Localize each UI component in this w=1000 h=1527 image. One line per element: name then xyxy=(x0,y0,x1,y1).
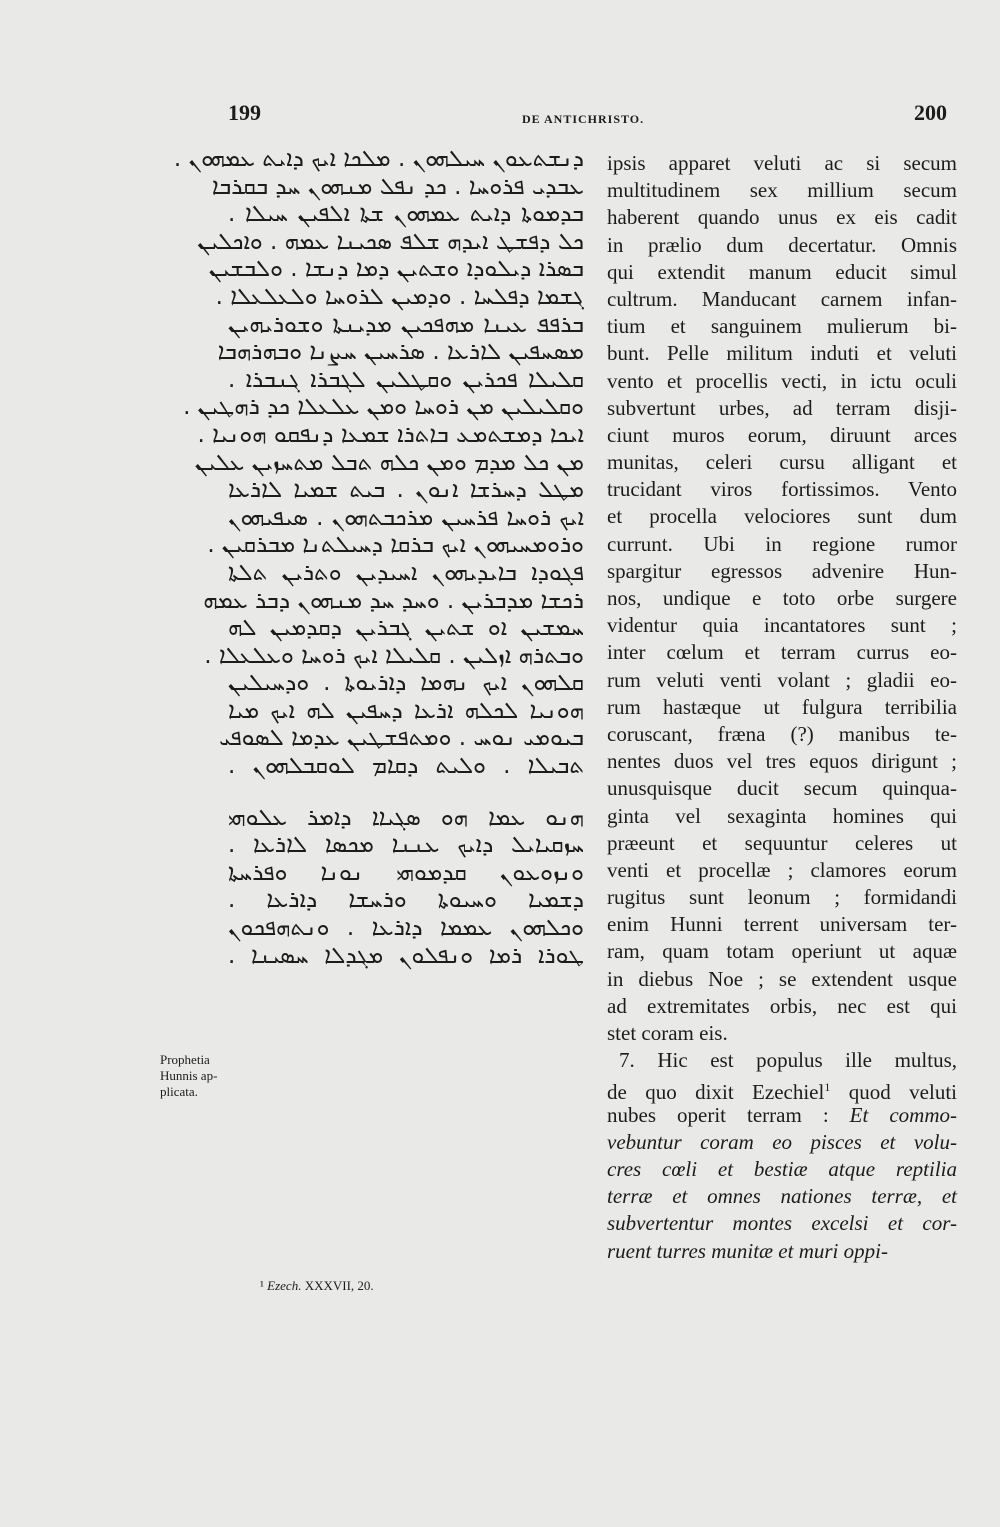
margin-note-line: Prophetia xyxy=(160,1052,210,1067)
latin-text-column xyxy=(607,150,957,1265)
latin-line: subvertunt urbes, ad terram disji- xyxy=(607,395,957,420)
latin-text-run: nubes operit terram : xyxy=(607,1102,850,1127)
footnote-book: Ezech. xyxy=(267,1278,302,1293)
syriac-line: ܘܪܘܡܚܝܗܘܢ ܐܝܟ ܒܪܩܐ ܕܚܝܠܬܢܐ ܡܒܪܩܝܢ . xyxy=(207,532,584,559)
footnote-reference-text: XXXVII, 20. xyxy=(301,1278,374,1293)
syriac-line: ܡܛܠ ܕܚܪܫܐ ܐܢܘܢ . ܒܝܬ ܫܡܝܐ ܠܐܪܥܐ xyxy=(228,477,584,504)
latin-line: in diebus Noe ; se extendent usque xyxy=(607,966,957,991)
syriac-line: ܩܠܝܠܐ ܦܟܪܝܢ ܘܩܛܠܝܢ ܠܓܒܪܐ ܓܢܒܪܐ . xyxy=(228,366,584,393)
latin-line: tium et sanguinem mulierum bi- xyxy=(607,314,957,339)
latin-line: cultrum. Manducant carnem infan- xyxy=(607,286,957,311)
syriac-line: ܥܒܕܝ ܦܪܘܚܐ . ܟܕ ܢܦܠ ܡܢܗܘܢ ܚܕ ܒܩܪܒܐ xyxy=(211,173,584,200)
latin-line xyxy=(607,1102,957,1129)
running-title: DE ANTICHRISTO. xyxy=(522,112,645,126)
latin-line: unusquisque ducit secum quinqua- xyxy=(607,776,957,801)
latin-italic-quote: Et commo- xyxy=(849,1102,957,1127)
latin-line: rum hastæque ut fulgura terribilia xyxy=(607,694,957,719)
latin-italic-quotation xyxy=(607,1129,957,1265)
syriac-line: ܘܒܬܪܗ ܐܙܠܝܢ . ܩܠܝܠܐ ܐܝܟ ܪܘܚܐ ܘܥܠܥܠܐ . xyxy=(204,642,584,669)
latin-line: trucidant viros fortissimos. Vento xyxy=(607,477,957,502)
footnote-reference: 1 xyxy=(824,1080,831,1095)
latin-line: qui extendit manum educit simul xyxy=(607,259,957,284)
latin-paragraph-2 xyxy=(607,1047,957,1265)
syriac-line: ܓܫܡܐ ܕܦܠܚܐ . ܘܕܡܝܢ ܠܪܘܚܐ ܘܠܥܠܥܠܐ . xyxy=(215,283,584,310)
syriac-line: ܩܠܗܘܢ ܐܝܟ ܢܗܡܐ ܕܐܪܝܘܬܐ . ܘܕܚܝܠܝܢ xyxy=(228,670,584,697)
latin-line: terræ et omnes nationes terræ, et xyxy=(607,1184,957,1209)
latin-line: haberent quando unus ex eis cadit xyxy=(607,205,957,230)
footnote-marker: ¹ xyxy=(260,1278,264,1293)
latin-line: rugitus sunt leonum ; formidandi xyxy=(607,885,957,910)
latin-line: ciunt muros eorum, diruunt arces xyxy=(607,422,957,447)
latin-line: vento et procellis vecti, in ictu oculi xyxy=(607,368,957,393)
latin-line: bunt. Pelle militum induti et veluti xyxy=(607,341,957,366)
syriac-line: ܡܣܚܦܝܢ ܠܐܪܥܐ . ܣܪܚܝܢ ܚܨܢܐ ܘܒܗܪܗܒܐ xyxy=(217,339,584,366)
syriac-line: ܐܝܟ ܪܘܚܐ ܦܪܚܝܢ ܡܪܟܒܬܗܘܢ . ܣܝܦܝܗܘܢ xyxy=(228,504,584,531)
syriac-line: ܘܢܙܘܥܘܢ ܩܕܡܘܗܝ ܢܘܢܐ ܘܦܪܚܬܐ xyxy=(228,859,584,886)
margin-note-line: Hunnis ap- xyxy=(160,1068,218,1083)
latin-line: currunt. Ubi in regione rumor xyxy=(607,531,957,556)
syriac-line: ܗܘܢܝܐ ܠܟܠܗ ܐܪܥܐ ܕܚܦܝܢ ܠܗ ܐܝܟ ܡܝܐ xyxy=(228,697,584,724)
syriac-paragraph-2 xyxy=(228,805,584,971)
footnote xyxy=(260,1278,374,1294)
syriac-line: ܕܢܫܬܥܘܢ ܚܝܠܗܘܢ . ܡܠܟܐ ܐܝܟ ܕܐܝܬ ܥܡܗܘܢ . xyxy=(173,146,584,172)
latin-line: ad extremitates orbis, nec est qui xyxy=(607,993,957,1018)
syriac-line: ܘܩܠܝܠܝܢ ܡܢ ܪܘܚܐ ܘܡܢ ܥܠܥܠܐ ܟܕ ܪܗܛܝܢ . xyxy=(183,394,584,421)
latin-line: munitas, celeri cursu alligant et xyxy=(607,450,957,475)
latin-line: ram, quam totam operiunt ut aquæ xyxy=(607,939,957,964)
latin-line: inter cœlum et terram currus eo- xyxy=(607,640,957,665)
paragraph-gap xyxy=(228,781,584,805)
syriac-line: ܒܪܦܦ ܥܝܢܐ ܡܗܦܟܝܢ ܡܕܝܢܬܐ ܘܫܘܪܝܗܝܢ xyxy=(228,311,584,338)
latin-line: vebuntur coram eo pisces et volu- xyxy=(607,1129,957,1154)
latin-line: nentes duos vel tres equos dirigunt ; xyxy=(607,749,957,774)
latin-line: nos, undique e toto orbe surgere xyxy=(607,586,957,610)
latin-line: præeunt et sequuntur celeres ut xyxy=(607,830,957,855)
syriac-line: ܡܢ ܟܠ ܡܕܡ ܘܡܢ ܟܠܗ ܬܒܠ ܡܬܚܙܝܢ ܥܠܝܢ xyxy=(194,449,584,476)
syriac-line: ܐܝܟܐ ܕܡܫܬܡܥ ܒܐܬܪܐ ܫܡܥܐ ܕܢܦܩܘ ܗܘܢܝܐ . xyxy=(197,421,584,448)
syriac-text-column xyxy=(173,146,584,970)
syriac-line: ܘܟܠܗܘܢ ܥܡܡܐ ܕܐܪܥܐ . ܘܢܬܗܦܟܘܢ xyxy=(228,915,584,942)
latin-line: in prælio dum decertatur. Omnis xyxy=(607,232,957,257)
latin-line: venti et procellæ ; clamores eorum xyxy=(607,857,957,882)
latin-line: ipsis apparet veluti ac si secum xyxy=(607,151,957,175)
syriac-line: ܪܟܫܐ ܡܕܒܪܝܢ . ܘܚܕ ܚܕ ܡܢܗܘܢ ܕܒܪ ܥܡܗ xyxy=(203,587,584,614)
margin-note xyxy=(160,1052,230,1100)
syriac-line: ܚܡܫܝܢ ܐܘ ܫܬܝܢ ܓܒܪܝܢ ܕܩܕܡܝܢ ܠܗ xyxy=(228,615,584,642)
right-page-number: 200 xyxy=(914,100,947,125)
syriac-paragraph-1 xyxy=(173,146,584,781)
latin-line: videntur quia incantatores sunt ; xyxy=(607,613,957,638)
syriac-line: ܗܢܘ ܥܡܐ ܗܘ ܣܓܝܐܐ ܕܐܡܪ ܥܠܘܗܝ xyxy=(228,804,584,831)
syriac-line: ܒܕܡܘܬܐ ܕܐܝܬ ܥܡܗܘܢ ܫܬܐ ܐܠܦܝܢ ܚܝܠܐ . xyxy=(228,201,584,228)
left-page-number: 199 xyxy=(228,100,261,125)
latin-line: coruscant, fræna (?) manibus te- xyxy=(607,721,957,746)
latin-paragraph-1 xyxy=(607,150,957,1047)
syriac-line: ܟܠ ܕܦܫܛ ܐܝܕܗ ܫܠܦ ܣܟܝܢܐ ܥܡܗ . ܘܐܟܠܝܢ xyxy=(197,228,584,255)
latin-line: ruent turres munitæ et muri oppi- xyxy=(607,1238,888,1263)
syriac-line: ܒܣܪܐ ܕܝܠܘܕܐ ܘܫܬܝܢ ܕܡܐ ܕܢܫܐ . ܘܠܒܫܝܢ xyxy=(208,256,584,283)
latin-line: et procella velociores sunt dum xyxy=(607,504,957,529)
latin-line: cres cœli et bestiæ atque reptilia xyxy=(607,1156,957,1181)
syriac-line: ܛܘܪܐ ܪܡܐ ܘܢܦܠܘܢ ܡܓܕܠܐ ܚܣܝܢܐ . xyxy=(228,942,584,969)
syriac-line: ܕܫܡܝܐ ܘܚܝܘܬܐ ܘܪܚܫܐ ܕܐܪܥܐ . xyxy=(228,887,584,914)
latin-line xyxy=(607,1074,957,1105)
syriac-line: ܒܝܘܡܝ ܢܘܚ . ܘܡܬܦܫܛܝܢ ܥܕܡܐ ܠܣܘܦܝ xyxy=(219,725,584,752)
syriac-line: ܬܒܝܠܐ . ܘܠܝܬ ܕܩܐܡ ܠܘܩܒܠܗܘܢ . xyxy=(228,753,584,780)
latin-line: subvertentur montes excelsi et cor- xyxy=(607,1211,957,1236)
latin-line: ginta vel sexaginta homines qui xyxy=(607,803,957,828)
latin-text-run: de quo dixit Ezechiel xyxy=(607,1080,825,1105)
margin-note-line: plicata. xyxy=(160,1084,198,1099)
latin-line: spargitur egressos advenire Hun- xyxy=(607,558,957,583)
latin-line: stet coram eis. xyxy=(607,1021,728,1045)
latin-line: 7. Hic est populus ille multus, xyxy=(619,1048,957,1073)
latin-line: rum veluti venti volant ; gladii eo- xyxy=(607,667,957,692)
syriac-line: ܚܙܩܝܐܝܠ ܕܐܝܟ ܥܢܢܐ ܡܟܣܐ ܠܐܪܥܐ . xyxy=(228,832,584,859)
latin-line: multitudinem sex millium secum xyxy=(607,178,957,203)
syriac-line: ܦܓܘܕܐ ܒܐܝܕܝܗܘܢ ܐܚܝܕܝܢ ܘܬܪܝܢ ܬܠܬܐ xyxy=(228,559,584,586)
latin-line: enim Hunni terrent universam ter- xyxy=(607,912,957,937)
latin-text-run: quod veluti xyxy=(830,1080,957,1105)
